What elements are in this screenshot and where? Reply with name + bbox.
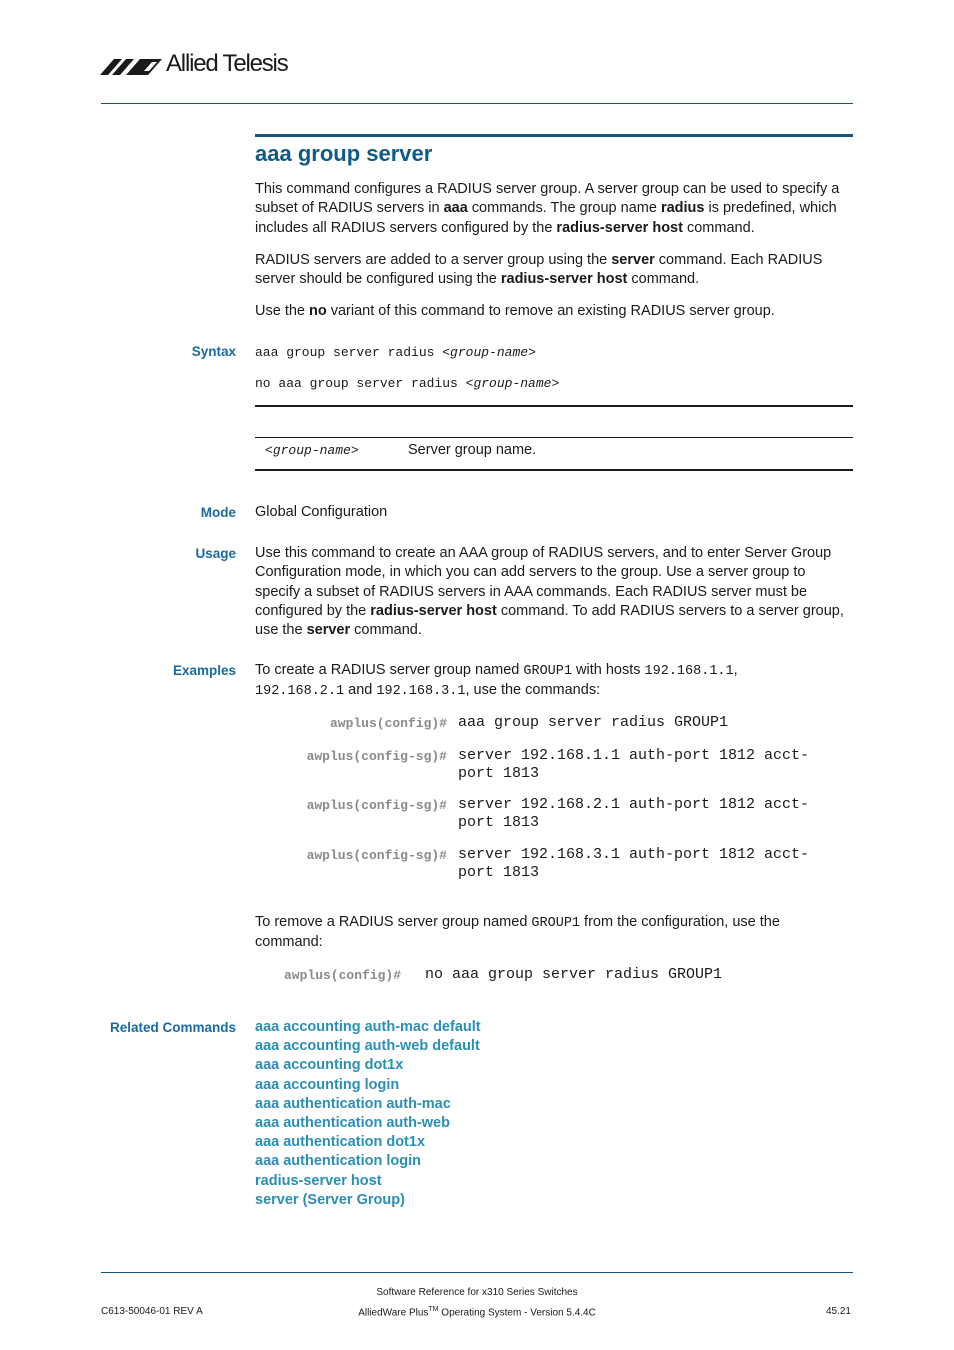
examples-label: Examples [172,663,236,678]
cli-prompt: awplus(config-sg)# [306,848,447,863]
param-description: Server group name. [408,442,537,458]
param-table-top-rule [255,405,853,407]
related-link[interactable]: aaa accounting login [255,1076,400,1093]
cli-command: server 192.168.1.1 auth-port 1812 acct- port 1813 [458,747,810,782]
param-table-header-rule [255,437,853,438]
related-link[interactable]: server (Server Group) [255,1191,405,1208]
mode-text: Global Configuration [255,504,388,520]
intro-paragraph-2: RADIUS servers are added to a server group using the server command. Each RADIUS server should be configured using the radius-server host command. [255,252,823,288]
cli-prompt: awplus(config)# [329,716,447,731]
footer-title: Software Reference for x310 Series Switches [376,1287,578,1298]
cli-command: aaa group server radius GROUP1 [458,714,729,731]
cli-prompt: awplus(config)# [284,968,402,983]
cli-prompt: awplus(config-sg)# [306,749,447,764]
related-link[interactable]: aaa authentication dot1x [255,1134,426,1151]
footer-rule [101,1272,853,1273]
related-commands-label: Related Commands [109,1020,236,1035]
related-link[interactable]: radius-server host [255,1172,382,1189]
param-table-bottom-rule [255,469,853,471]
related-link[interactable]: aaa authentication auth-web [255,1114,450,1131]
cli-prompt: awplus(config-sg)# [306,798,447,813]
footer-doc-id: C613-50046-01 REV A [101,1306,203,1317]
related-link[interactable]: aaa accounting dot1x [255,1057,404,1074]
examples-intro: To create a RADIUS server group named GROUP1 with hosts 192.168.1.1, 192.168.2.1 and 192.168.3.1, use the commands: [255,662,738,700]
related-link[interactable]: aaa accounting auth-mac default [255,1019,481,1035]
intro-paragraph-3: Use the no variant of this command to remove an existing RADIUS server group. [255,303,775,319]
usage-label: Usage [195,546,236,561]
remove-intro: To remove a RADIUS server group named GROUP1 from the configuration, use the command: [255,914,780,951]
related-link[interactable]: aaa authentication login [255,1153,421,1170]
cli-command: no aaa group server radius GROUP1 [425,966,723,983]
syntax-line-1: aaa group server radius <group-name> [255,345,536,360]
footer-page-number: 45.21 [825,1306,851,1317]
title-rule [255,134,853,137]
footer-product: AlliedWare Plus™ Operating System - Version 5.4.4C [358,1306,596,1319]
intro-paragraph-1: This command configures a RADIUS server group. A server group can be used to specify a subset of RADIUS servers in aaa commands. The group name radius is predefined, which includes all RADIUS servers configured by the radius-server host command. [255,181,840,236]
header-rule [101,103,853,104]
logo [100,50,300,82]
related-link[interactable]: aaa authentication auth-mac [255,1095,451,1112]
related-commands-list [255,1018,655,1210]
mode-label: Mode [200,505,236,520]
usage-text: Use this command to create an AAA group of RADIUS servers, and to enter Server Group Configuration mode, in which you can add servers to the group. Use a server group to specify a subset of RADIUS servers in AAA commands. Each RADIUS server must be configured by the radius-server host command. To add RADIUS servers to a server group, use the server command. [255,545,844,639]
syntax-label: Syntax [191,344,236,359]
related-link[interactable]: aaa accounting auth-web default [255,1038,480,1055]
logo-mark-icon [100,53,164,79]
cli-command: server 192.168.2.1 auth-port 1812 acct- port 1813 [458,796,810,831]
cli-command: server 192.168.3.1 auth-port 1812 acct- port 1813 [458,846,810,881]
param-name: <group-name> [265,443,359,458]
syntax-line-2: no aaa group server radius <group-name> [255,376,560,391]
logo-text: Allied Telesis [166,50,288,77]
page-title: aaa group server [255,141,433,166]
